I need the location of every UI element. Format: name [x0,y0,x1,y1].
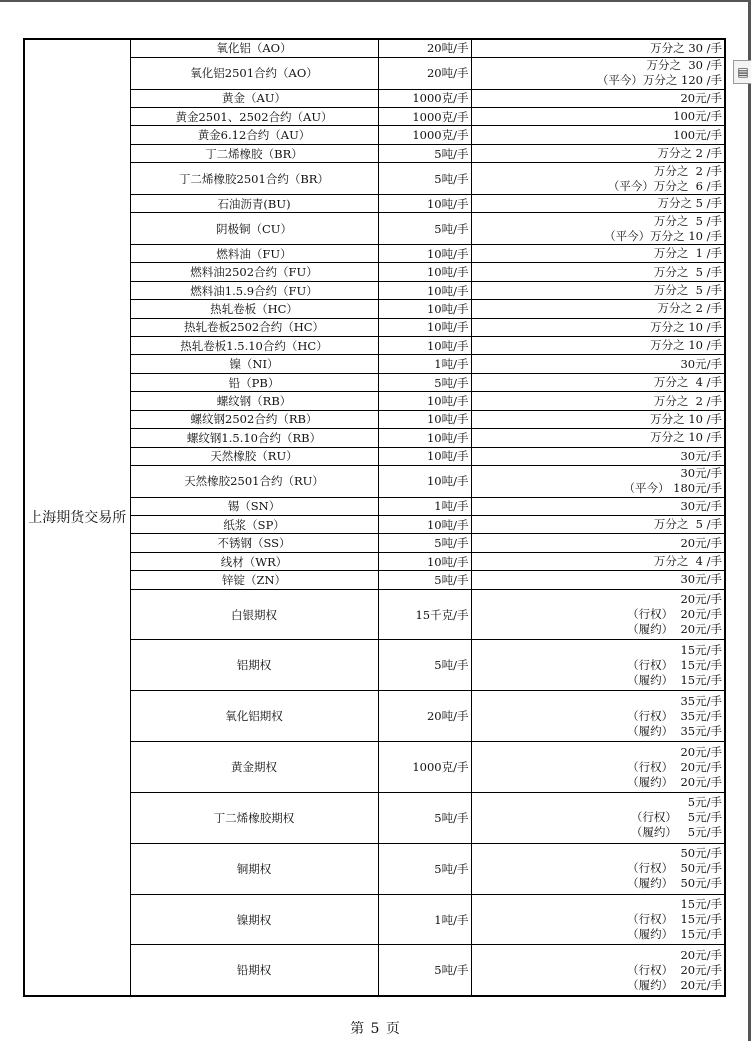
fee-line: （履约） 15元/手 [627,672,722,687]
fee-line: （平今）万分之 120 /手 [596,73,722,88]
fee-line: （履约） 20元/手 [627,774,722,789]
fee-cell [471,245,725,263]
fee-row [24,355,725,373]
product-name: 丁二烯橡胶2501合约（BR） [130,163,378,195]
fee-line: 20元/手 [680,535,722,550]
fee-cell [471,571,725,589]
fee-line: 万分之 5 /手 [653,213,722,228]
trading-unit: 10吨/手 [378,447,471,465]
product-name: 镍（NI） [130,355,378,373]
fee-line: （行权） 50元/手 [627,861,722,876]
fee-line: （行权） 5元/手 [630,810,722,825]
fee-row [24,281,725,299]
product-name: 氧化铝2501合约（AO） [130,57,378,89]
trading-unit: 10吨/手 [378,245,471,263]
product-name: 阴极铜（CU） [130,213,378,245]
product-name: 热轧卷板2502合约（HC） [130,318,378,336]
fee-cell [471,392,725,410]
annotation-tool-icon[interactable]: ▤ [733,60,751,84]
fee-line: （行权） 35元/手 [627,708,722,723]
trading-unit: 20吨/手 [378,57,471,89]
fee-cell [471,691,725,742]
fee-cell [471,640,725,691]
product-name: 燃料油2502合约（FU） [130,263,378,281]
trading-unit: 1000克/手 [378,742,471,793]
product-name: 燃料油1.5.9合约（FU） [130,281,378,299]
fee-cell [471,337,725,355]
fee-cell [471,213,725,245]
fee-row [24,552,725,570]
trading-unit: 10吨/手 [378,300,471,318]
fee-row [24,429,725,447]
fee-row [24,245,725,263]
fee-cell [471,108,725,126]
fee-line: 万分之 2 /手 [657,146,722,161]
fee-cell [471,373,725,391]
product-name: 不锈钢（SS） [130,534,378,552]
product-name: 铜期权 [130,843,378,894]
fee-cell [471,281,725,299]
fee-line: （履约） 15元/手 [627,927,722,942]
fee-row [24,843,725,894]
fee-row [24,945,725,996]
product-name: 石油沥青(BU) [130,194,378,212]
fee-line: （行权） 20元/手 [627,759,722,774]
fee-row [24,589,725,640]
product-name: 螺纹钢（RB） [130,392,378,410]
fee-line: 万分之 30 /手 [650,40,722,55]
fee-row [24,108,725,126]
product-name: 天然橡胶（RU） [130,447,378,465]
fee-line: （平今）万分之 6 /手 [607,178,722,193]
fee-table-body [24,39,725,996]
product-name: 线材（WR） [130,552,378,570]
fee-line: 30元/手 [680,498,722,513]
trading-unit: 10吨/手 [378,263,471,281]
trading-unit: 10吨/手 [378,516,471,534]
trading-unit: 5吨/手 [378,945,471,996]
fee-line: 万分之 30 /手 [646,58,722,73]
fee-row [24,894,725,945]
product-name: 螺纹钢2502合约（RB） [130,410,378,428]
product-name: 黄金6.12合约（AU） [130,126,378,144]
fee-cell [471,534,725,552]
fee-cell [471,792,725,843]
trading-unit: 1000克/手 [378,89,471,107]
fee-line: 万分之 10 /手 [650,411,722,426]
fee-line: （履约） 5元/手 [630,825,722,840]
fee-line: 万分之 2 /手 [653,163,722,178]
fee-row [24,691,725,742]
fee-line: 万分之 4 /手 [653,554,722,569]
trading-unit: 10吨/手 [378,194,471,212]
fee-line: （平今）万分之 10 /手 [604,228,722,243]
fee-line: 30元/手 [680,448,722,463]
trading-unit: 10吨/手 [378,552,471,570]
trading-unit: 1000克/手 [378,108,471,126]
fee-row [24,194,725,212]
trading-unit: 5吨/手 [378,144,471,162]
fee-row [24,792,725,843]
product-name: 黄金期权 [130,742,378,793]
fee-line: 5元/手 [687,795,722,810]
trading-unit: 10吨/手 [378,429,471,447]
product-name: 丁二烯橡胶期权 [130,792,378,843]
fee-line: （行权） 15元/手 [627,912,722,927]
fee-cell [471,589,725,640]
trading-unit: 1吨/手 [378,894,471,945]
page-number: 第 5 页 [350,1021,401,1037]
trading-unit: 10吨/手 [378,410,471,428]
fee-line: 50元/手 [680,846,722,861]
fee-line: 万分之 2 /手 [653,393,722,408]
product-name: 黄金（AU） [130,89,378,107]
product-name: 锌锭（ZN） [130,571,378,589]
product-name: 白银期权 [130,589,378,640]
fee-row [24,213,725,245]
fee-line: 35元/手 [680,693,722,708]
product-name: 热轧卷板1.5.10合约（HC） [130,337,378,355]
trading-unit: 5吨/手 [378,163,471,195]
fee-line: 万分之 4 /手 [653,375,722,390]
fee-row [24,300,725,318]
fee-cell [471,894,725,945]
fee-row [24,318,725,336]
fee-cell [471,516,725,534]
fee-row [24,516,725,534]
fee-line: （平今） 180元/手 [623,481,722,496]
trading-unit: 5吨/手 [378,571,471,589]
trading-unit: 10吨/手 [378,318,471,336]
product-name: 热轧卷板（HC） [130,300,378,318]
fee-line: 20元/手 [680,744,722,759]
fee-line: 万分之 5 /手 [653,264,722,279]
fee-row [24,447,725,465]
fee-cell [471,144,725,162]
product-name: 氧化铝期权 [130,691,378,742]
fee-cell [471,355,725,373]
fee-row [24,39,725,57]
exchange-name: 上海期货交易所 [24,39,130,996]
product-name: 镍期权 [130,894,378,945]
product-name: 丁二烯橡胶（BR） [130,144,378,162]
fee-cell [471,163,725,195]
product-name: 燃料油（FU） [130,245,378,263]
fee-row [24,163,725,195]
trading-unit: 1吨/手 [378,355,471,373]
fee-line: 100元/手 [673,109,722,124]
fee-line: 15元/手 [680,897,722,912]
fee-line: （履约） 35元/手 [627,723,722,738]
fee-row [24,742,725,793]
fee-cell [471,497,725,515]
fee-row [24,410,725,428]
fee-row [24,126,725,144]
product-name: 纸浆（SP） [130,516,378,534]
fee-cell [471,126,725,144]
trading-unit: 1000克/手 [378,126,471,144]
fee-row [24,263,725,281]
trading-unit: 10吨/手 [378,465,471,497]
trading-unit: 10吨/手 [378,392,471,410]
fee-line: （履约） 20元/手 [627,622,722,637]
trading-unit: 5吨/手 [378,792,471,843]
fee-cell [471,742,725,793]
fee-line: 万分之 5 /手 [657,196,722,211]
fee-row [24,57,725,89]
trading-unit: 5吨/手 [378,373,471,391]
fee-cell [471,843,725,894]
trading-unit: 10吨/手 [378,281,471,299]
fee-row [24,571,725,589]
fee-row [24,392,725,410]
fee-row [24,373,725,391]
product-name: 螺纹钢1.5.10合约（RB） [130,429,378,447]
fee-line: 15元/手 [680,642,722,657]
product-name: 氧化铝（AO） [130,39,378,57]
trading-unit: 15千克/手 [378,589,471,640]
fee-line: 30元/手 [680,356,722,371]
fee-row [24,465,725,497]
fee-row [24,640,725,691]
fee-cell [471,465,725,497]
fee-line: 20元/手 [680,947,722,962]
product-name: 天然橡胶2501合约（RU） [130,465,378,497]
trading-unit: 20吨/手 [378,691,471,742]
fee-line: 万分之 10 /手 [650,338,722,353]
fee-cell [471,447,725,465]
fee-line: 20元/手 [680,592,722,607]
fee-row [24,534,725,552]
trading-unit: 10吨/手 [378,337,471,355]
fee-cell [471,552,725,570]
fee-line: （行权） 15元/手 [627,657,722,672]
fee-line: 万分之 10 /手 [650,319,722,334]
fee-cell [471,318,725,336]
fee-line: （履约） 20元/手 [627,977,722,992]
trading-unit: 5吨/手 [378,213,471,245]
fee-line: 100元/手 [673,127,722,142]
trading-unit: 20吨/手 [378,39,471,57]
fee-row [24,89,725,107]
fee-cell [471,57,725,89]
fee-row [24,497,725,515]
fee-cell [471,194,725,212]
fee-cell [471,945,725,996]
fee-cell [471,429,725,447]
trading-unit: 5吨/手 [378,534,471,552]
fee-row [24,337,725,355]
fee-cell [471,263,725,281]
fee-line: 万分之 10 /手 [650,430,722,445]
trading-unit: 5吨/手 [378,640,471,691]
product-name: 铅期权 [130,945,378,996]
product-name: 锡（SN） [130,497,378,515]
fee-line: 万分之 5 /手 [653,283,722,298]
viewer-top-border [0,0,751,2]
product-name: 铅（PB） [130,373,378,391]
fee-table [23,38,726,997]
trading-unit: 5吨/手 [378,843,471,894]
fee-line: 万分之 1 /手 [653,246,722,261]
product-name: 铝期权 [130,640,378,691]
fee-cell [471,39,725,57]
fee-line: 30元/手 [680,572,722,587]
fee-line: 万分之 2 /手 [657,301,722,316]
fee-line: （履约） 50元/手 [627,876,722,891]
fee-cell [471,89,725,107]
fee-row [24,144,725,162]
trading-unit: 1吨/手 [378,497,471,515]
product-name: 黄金2501、2502合约（AU） [130,108,378,126]
fee-line: （行权） 20元/手 [627,962,722,977]
fee-cell [471,300,725,318]
fee-line: 万分之 5 /手 [653,517,722,532]
fee-cell [471,410,725,428]
fee-line: （行权） 20元/手 [627,607,722,622]
fee-line: 20元/手 [680,90,722,105]
fee-line: 30元/手 [680,466,722,481]
